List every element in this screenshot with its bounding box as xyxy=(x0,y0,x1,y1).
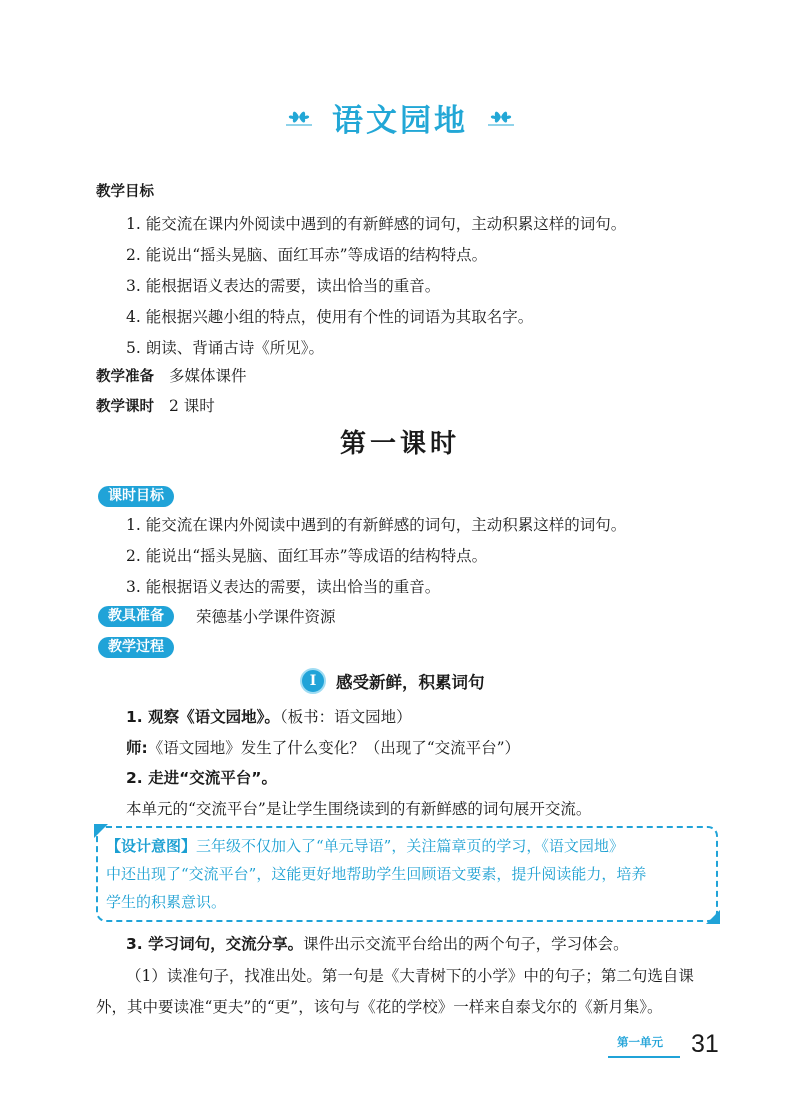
process-badge: 教学过程 xyxy=(98,637,174,658)
goal-item: 2. 能说出“摇头晃脑、面红耳赤”等成语的结构特点。 xyxy=(126,246,488,264)
step-number-badge: I xyxy=(300,668,326,694)
corner-ornament-icon xyxy=(706,910,720,924)
body-line xyxy=(126,738,520,758)
body-line-bold: 师: xyxy=(126,739,148,757)
body-line: 本单元的“交流平台”是让学生围绕读到的有新鲜感的词句展开交流。 xyxy=(126,800,592,818)
left-ornament-icon xyxy=(284,106,314,128)
step-header xyxy=(300,668,485,694)
goal-item: 1. 能交流在课内外阅读中遇到的有新鲜感的词句，主动积累这样的词句。 xyxy=(126,215,627,233)
body-line-bold: 3. 学习词句，交流分享。 xyxy=(126,935,304,953)
lesson-goals-badge: 课时目标 xyxy=(98,486,174,507)
prep-label: 教学准备 xyxy=(96,369,154,385)
hours-row xyxy=(96,396,215,417)
lesson-goal-item: 2. 能说出“摇头晃脑、面红耳赤”等成语的结构特点。 xyxy=(126,547,488,565)
prep-row xyxy=(96,366,246,387)
page-number: 31 xyxy=(691,1030,719,1058)
body-line xyxy=(126,707,412,727)
lesson-goal-item: 3. 能根据语义表达的需要，读出恰当的重音。 xyxy=(126,578,441,596)
prep-value: 多媒体课件 xyxy=(168,367,247,385)
body-line-rest: （板书：语文园地） xyxy=(279,708,412,726)
hours-value: 2 课时 xyxy=(168,397,215,415)
lesson-title: 第一课时 xyxy=(339,429,460,459)
section-title: 语文园地 xyxy=(332,102,468,139)
body-line-rest: 课件出示交流平台给出的两个句子，学习体会。 xyxy=(303,935,629,953)
body-line: （1）读准句子，找准出处。第一句是《大青树下的小学》中的句子；第二句选自课 xyxy=(126,967,694,985)
design-line xyxy=(106,836,624,856)
tools-value: 荣德基小学课件资源 xyxy=(196,608,336,626)
design-line-1: 三年级不仅加入了“单元导语”，关注篇章页的学习，《语文园地》 xyxy=(196,837,624,855)
body-line-rest: 《语文园地》发生了什么变化？（出现了“交流平台”） xyxy=(147,739,521,757)
hours-label: 教学课时 xyxy=(96,399,154,415)
design-line-2: 中还出现了“交流平台”，这能更好地帮助学生回顾语文要素，提升阅读能力，培养 xyxy=(106,865,647,883)
design-line-3: 学生的积累意识。 xyxy=(106,893,227,911)
goal-item: 5. 朗读、背诵古诗《所见》。 xyxy=(126,339,324,357)
right-ornament-icon xyxy=(486,106,516,128)
goals-heading: 教学目标 xyxy=(96,184,154,200)
footer-unit-label: 第一单元 xyxy=(617,1035,663,1049)
body-line: 2. 走进“交流平台”。 xyxy=(126,769,277,787)
body-line: 外，其中要读准“更夫”的“更”，该句与《花的学校》一样来自泰戈尔的《新月集》。 xyxy=(96,998,663,1016)
body-line-bold: 1. 观察《语文园地》。 xyxy=(126,708,280,726)
step-title: 感受新鲜，积累词句 xyxy=(336,673,485,692)
section-header xyxy=(0,92,800,142)
lesson-goal-item: 1. 能交流在课内外阅读中遇到的有新鲜感的词句，主动积累这样的词句。 xyxy=(126,516,627,534)
tools-badge: 教具准备 xyxy=(98,606,174,627)
goal-item: 4. 能根据兴趣小组的特点，使用有个性的词语为其取名字。 xyxy=(126,308,534,326)
goal-item: 3. 能根据语义表达的需要，读出恰当的重音。 xyxy=(126,277,441,295)
body-line xyxy=(126,934,629,954)
footer-divider xyxy=(608,1056,680,1058)
design-tag: 【设计意图】 xyxy=(106,837,197,855)
